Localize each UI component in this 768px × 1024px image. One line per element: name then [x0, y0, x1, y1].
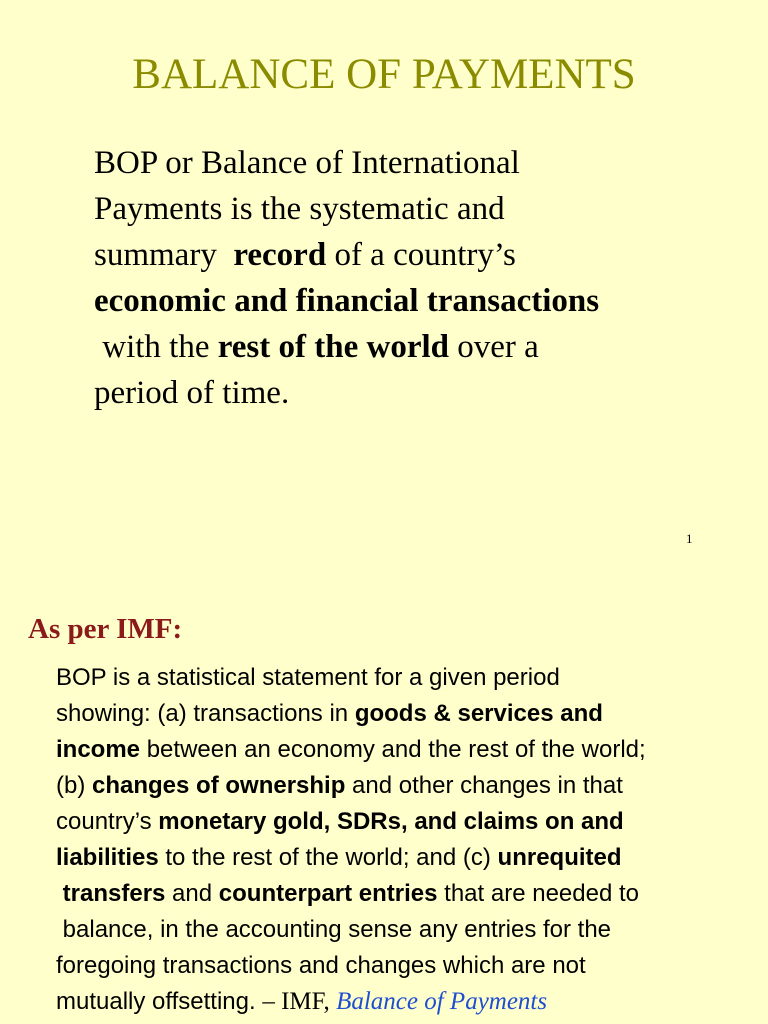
imf-heading: As per IMF: — [28, 613, 183, 645]
emphasis-rest-of-world: rest of the world — [217, 329, 449, 365]
definition-line — [94, 278, 734, 324]
definition-line: BOP or Balance of International — [94, 145, 520, 181]
definition-line: with the rest of the world over a — [94, 329, 539, 365]
imf-line: country’s monetary gold, SDRs, and claims on and — [56, 808, 624, 835]
definition-line: Payments is the systematic and — [94, 191, 505, 227]
imf-line: foregoing transactions and changes which are not — [56, 952, 586, 979]
emphasis-transactions: economic and financial transactions — [94, 283, 600, 319]
emphasis-record: record — [233, 237, 327, 273]
emphasis-counterpart: counterpart entries — [218, 880, 438, 907]
emphasis-income: income — [56, 736, 141, 763]
imf-definition — [56, 660, 756, 1020]
imf-attribution: – IMF, — [262, 988, 337, 1015]
slide-title: BALANCE OF PAYMENTS — [132, 51, 636, 98]
imf-line: (b) changes of ownership and other changes in that — [56, 772, 623, 799]
emphasis-liabilities: liabilities — [56, 844, 159, 871]
imf-line: liabilities to the rest of the world; and (c) unrequited — [56, 844, 622, 871]
emphasis-goods-services: goods & services and — [354, 700, 603, 727]
definition-line: summary record of a country’s — [94, 237, 516, 273]
citation-title: Balance of Payments — [336, 988, 548, 1015]
slide-2 — [0, 576, 768, 1024]
emphasis-unrequited: unrequited — [497, 844, 622, 871]
imf-line: transfers and counterpart entries that are needed to — [56, 880, 639, 907]
emphasis-transfers: transfers — [56, 880, 166, 907]
imf-line: mutually offsetting. – IMF, Balance of Payments — [56, 988, 548, 1015]
imf-line: BOP is a statistical statement for a given period — [56, 664, 560, 691]
imf-line: showing: (a) transactions in goods & services and — [56, 700, 603, 727]
imf-line: income between an economy and the rest of the world; — [56, 736, 646, 763]
page-number: 1 — [686, 531, 693, 546]
emphasis-ownership: changes of ownership — [92, 772, 346, 799]
definition-line: period of time. — [94, 375, 290, 411]
bop-definition — [94, 140, 734, 416]
imf-line: balance, in the accounting sense any entries for the — [56, 916, 612, 943]
emphasis-monetary-gold: monetary gold, SDRs, and claims on and — [158, 808, 624, 835]
